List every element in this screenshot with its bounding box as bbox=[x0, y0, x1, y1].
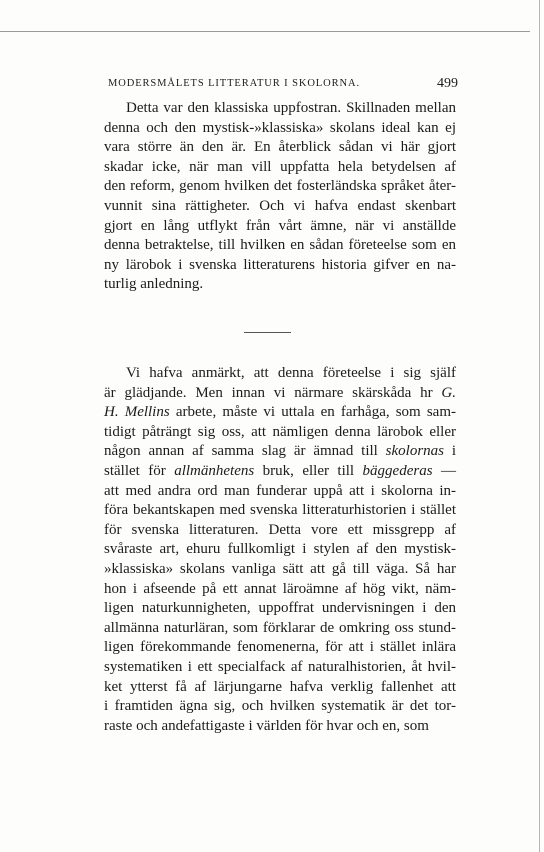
text-segment: systematiken i ett specialfack af naturalhistorien, åt hvil- bbox=[104, 658, 456, 675]
text-line bbox=[104, 462, 456, 482]
text-segment: ny lärobok i svenska litteraturens historia gifver en na- bbox=[104, 256, 456, 273]
page-edge bbox=[539, 0, 540, 852]
text-segment: ligen förekommande fenomenerna, för att i stället inlära bbox=[104, 639, 456, 656]
text-line bbox=[104, 678, 456, 698]
running-title: MODERSMÅLETS LITTERATUR I SKOLORNA. bbox=[108, 78, 360, 89]
text-line bbox=[104, 638, 456, 658]
text-segment: vara större än den är. En återblick sådan vi här gjort bbox=[104, 139, 456, 156]
text-line bbox=[104, 119, 456, 139]
text-line bbox=[104, 138, 456, 158]
text-line bbox=[104, 697, 456, 717]
text-line bbox=[104, 158, 456, 178]
text-line bbox=[104, 658, 456, 678]
italic-text: allmänhetens bbox=[174, 462, 255, 479]
italic-text: H. Mellins bbox=[104, 404, 170, 421]
text-line bbox=[104, 197, 456, 217]
text-line bbox=[104, 177, 456, 197]
text-line bbox=[104, 540, 456, 560]
text-segment: denna och den mystisk-»klassiska» skolans ideal kan ej bbox=[104, 119, 456, 136]
text-segment: turlig anledning. bbox=[104, 276, 204, 293]
section-divider bbox=[244, 332, 291, 333]
text-segment: — bbox=[432, 462, 456, 479]
text-segment: för svenska litteraturen. Detta vore ett missgrepp af bbox=[104, 521, 456, 538]
text-segment: skadar icke, när man vill uppfatta hela betydelsen af bbox=[104, 158, 456, 175]
italic-text: bäggederas bbox=[362, 462, 433, 479]
text-line bbox=[104, 236, 456, 256]
text-segment: i framtiden ägna sig, och hvilken systematik är det tor- bbox=[104, 698, 456, 715]
text-segment: föra bekantskapen med svenska litteraturhistorien i stället bbox=[104, 502, 456, 519]
text-segment: denna betraktelse, till hvilken en sådan företeelse som en bbox=[104, 237, 456, 254]
text-line bbox=[104, 364, 456, 384]
text-segment: bruk, eller till bbox=[254, 462, 363, 479]
italic-text: G. bbox=[441, 384, 456, 401]
text-segment: tidigt påträngt sig oss, att nämligen denna lärobok eller bbox=[104, 423, 456, 440]
text-line bbox=[104, 717, 456, 737]
text-segment: är glädjande. Men innan vi närmare skärskåda hr bbox=[104, 384, 442, 401]
text-segment: Vi hafva anmärkt, att denna företeelse i sig själf bbox=[126, 365, 456, 381]
text-line bbox=[104, 560, 456, 580]
text-line bbox=[104, 217, 456, 237]
text-segment: svåraste art, ehuru fullkomligt i stylen af den mystisk- bbox=[104, 541, 456, 558]
text-segment: stället för bbox=[104, 462, 175, 479]
text-line bbox=[104, 619, 456, 639]
text-segment: hon i afseende på ett annat läroämne af hög vikt, näm- bbox=[104, 580, 456, 597]
text-line bbox=[104, 403, 456, 423]
text-segment: någon annan af samma slag är ämnad till bbox=[104, 443, 386, 460]
text-segment: vunnit sina rättigheter. Och vi hafva endast skenbart bbox=[104, 197, 456, 214]
text-segment: den reform, genom hvilken det fosterländska språket åter- bbox=[104, 178, 456, 195]
text-segment: raste och andefattigaste i världen för hvar och en, som bbox=[104, 717, 429, 734]
text-line bbox=[104, 580, 456, 600]
text-segment: ligen naturkunnigheten, uppoffrat undervisningen i den bbox=[104, 600, 456, 617]
text-segment: »klassiska» skolans vanliga sätt att gå till väga. Så har bbox=[104, 560, 456, 577]
text-segment: allmänna naturläran, som förklarar de omkring oss stund- bbox=[104, 619, 456, 636]
text-segment: arbete, måste vi uttala en farhåga, som sam- bbox=[169, 404, 456, 421]
text-segment: att med andra ord man funderar uppå att i skolorna in- bbox=[104, 482, 456, 499]
italic-text: skolornas bbox=[385, 443, 444, 460]
text-line bbox=[104, 482, 456, 502]
text-line bbox=[104, 521, 456, 541]
text-line bbox=[104, 275, 456, 295]
text-line bbox=[104, 423, 456, 443]
text-line bbox=[104, 501, 456, 521]
running-head bbox=[108, 76, 458, 92]
text-line bbox=[104, 599, 456, 619]
text-segment: Detta var den klassiska uppfostran. Skillnaden mellan bbox=[126, 100, 456, 116]
text-segment: gjort en lång utflykt från vårt ämne, när vi anställde bbox=[104, 217, 456, 234]
text-segment: i bbox=[444, 443, 456, 460]
text-line bbox=[104, 384, 456, 404]
text-line bbox=[104, 442, 456, 462]
paragraph-2 bbox=[104, 364, 456, 736]
text-line bbox=[104, 99, 456, 119]
text-segment: ket ytterst få af lärjungarne hafva verklig fallenhet att bbox=[104, 678, 456, 695]
page-number: 499 bbox=[437, 76, 458, 91]
text-line bbox=[104, 256, 456, 276]
paragraph-1 bbox=[104, 99, 456, 295]
top-rule bbox=[0, 31, 530, 32]
